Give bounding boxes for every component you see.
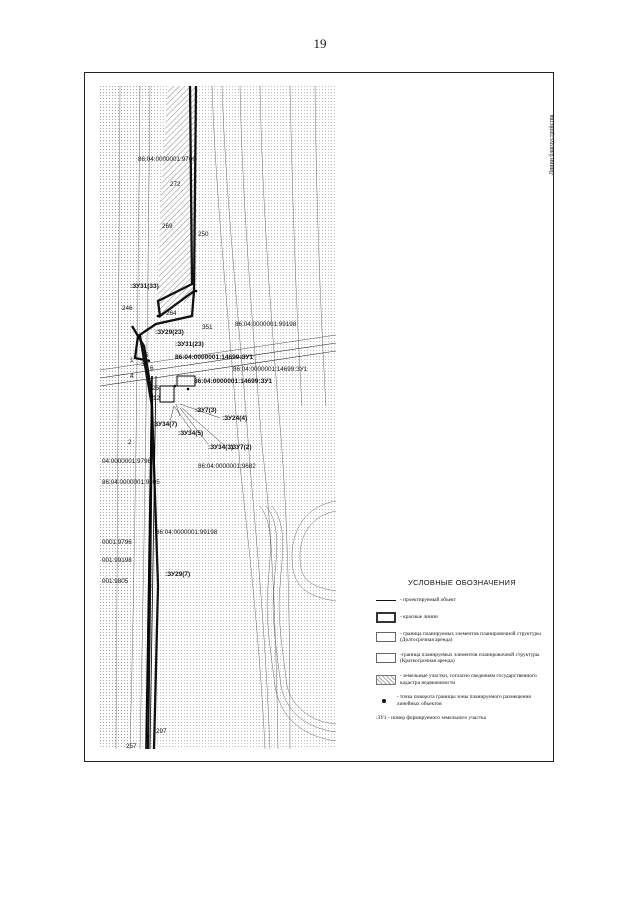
point-label-257: 257 (126, 743, 137, 749)
point-label-2: 2 (128, 439, 132, 446)
point-label-272: 272 (170, 181, 181, 188)
point-label-269: 269 (162, 223, 173, 230)
cad-label-14699-zu1-b: 86:04:0000001:14699:ЗУ1 (233, 366, 308, 373)
page-number: 19 (313, 36, 327, 51)
legend-item-cadastral-parcels (376, 673, 548, 686)
parcel-label-zu29-23: :ЗУ29(23) (155, 329, 184, 336)
point-label-246: 246 (122, 305, 133, 312)
point-label-1: 1 (130, 357, 134, 364)
cad-label-14699-zu1-a: 86:04:0000001:14699:ЗУ1 (175, 354, 253, 361)
cad-label-99198-c: 001:99198 (102, 557, 132, 564)
legend-text: - точка поворота границы зоны планируемого размещения линейных объектов (396, 694, 531, 707)
point-label-3: 3 (141, 361, 145, 368)
point-label-351: 351 (202, 324, 213, 331)
legend (376, 578, 548, 721)
parcel-label-zu34-5: :ЗУ34(5) (178, 430, 204, 437)
point-label-12: 12 (153, 395, 161, 402)
cad-label-14699-zu1-c: 86:04:0000001:14699:ЗУ1 (194, 378, 272, 385)
point-label-250: 250 (198, 231, 209, 238)
cad-label-9796-b: 0001:9796 (102, 539, 132, 546)
parcel-label-zu29-7: :ЗУ29(7) (165, 571, 191, 578)
cad-label-9682: 86:04:0000001:9682 (198, 463, 256, 470)
legend-item-long-term-boundary (376, 631, 548, 644)
cad-label-99198-b: 86:04:0000001:99198 (156, 529, 218, 536)
point-label-264: 264 (166, 310, 177, 317)
parcel-label-zu34-3: :ЗУ34(3) (208, 444, 234, 451)
legend-text: - граница планируемых элементов планировочной структуры (Долгосрочная аренда) (400, 630, 541, 644)
legend-title: УСЛОВНЫЕ ОБОЗНАЧЕНИЯ (408, 578, 516, 587)
legend-item-turn-point (376, 694, 548, 707)
cad-label-9706: 86:04:0000001:9706 (138, 156, 196, 163)
parcel-label-zu7-2: :ЗУ7(2) (230, 444, 252, 451)
point-label-25: 25 (152, 385, 160, 392)
cad-label-9796-a: 04:0000001:9796 (102, 458, 152, 465)
cad-label-9805-a: 86:04:0000001:9805 (102, 479, 160, 486)
thick-outline-rect-icon (376, 612, 396, 623)
thin-outline-rect-icon (376, 653, 396, 663)
legend-text: - красные линии (400, 613, 438, 620)
vertical-sheet-label: Линии благоустройства (549, 114, 555, 175)
point-label-4: 4 (130, 373, 134, 380)
hatched-rect-icon (376, 675, 396, 685)
legend-text: - проектируемый объект (400, 597, 456, 603)
cad-label-99198-a: 86:04:0000001:99198 (235, 321, 297, 328)
map-drawing (100, 86, 336, 749)
solid-line-icon (376, 600, 396, 601)
dot-icon (376, 696, 393, 706)
legend-text: -граница планируемых элементов планировочной структуры (Краткосрочная аренда) (400, 651, 540, 665)
legend-item-red-lines (376, 612, 548, 623)
legend-item-short-term-boundary (376, 652, 548, 665)
parcel-label-zu7-3: :ЗУ7(3) (195, 407, 217, 414)
parcel-label-zu31-23: :ЗУ31(23) (175, 341, 204, 348)
parcel-label-zu31-33: :ЗУ31(33) (130, 283, 159, 290)
point-label-297: 297 (156, 728, 167, 735)
parcel-label-zu24-4: :ЗУ24(4) (222, 415, 248, 422)
cad-label-9805-b: 001:9805 (102, 578, 129, 585)
thin-outline-rect-icon (376, 632, 396, 642)
legend-item-projected-object (376, 597, 548, 604)
legend-text: - земельные участки, согласно сведениям государственного кадастра недвижимости (400, 672, 537, 686)
parcel-label-zu34-7: :ЗУ34(7) (152, 421, 178, 428)
point-label-6: 6 (150, 365, 154, 372)
legend-note: :ЗУ1 - номер формируемого земельного участка (376, 715, 487, 722)
point-label-5: 5 (145, 352, 149, 359)
